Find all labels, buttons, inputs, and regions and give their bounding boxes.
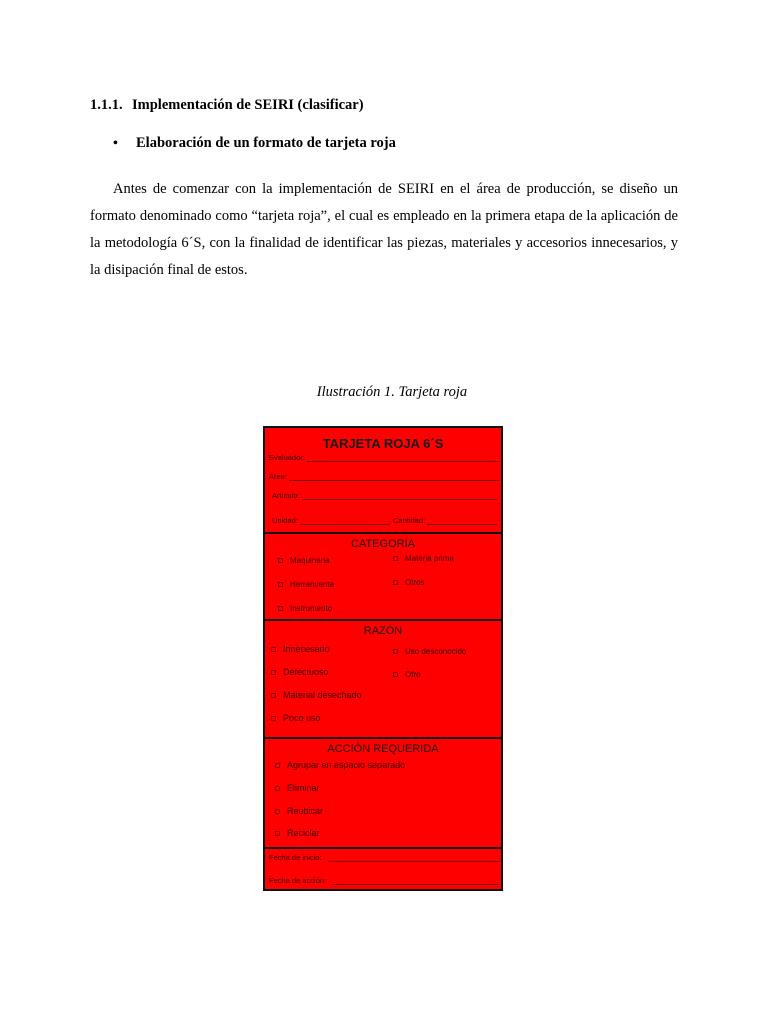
accion-title: ACCIÓN REQUERIDA	[327, 743, 439, 755]
option-instrumento[interactable]: Instrumento	[278, 604, 332, 613]
option-eliminar[interactable]: Eliminar	[275, 783, 320, 793]
section-heading	[90, 97, 364, 114]
checkbox-icon[interactable]	[271, 716, 276, 721]
option-maquinaria[interactable]: Maquinaria	[278, 556, 330, 565]
body-paragraph	[90, 176, 678, 284]
checkbox-icon[interactable]	[278, 606, 283, 611]
option-otro[interactable]: Otro	[393, 670, 421, 679]
checkbox-icon[interactable]	[393, 556, 398, 561]
section-number: 1.1.1.	[90, 97, 123, 113]
checkbox-icon[interactable]	[275, 809, 280, 814]
checkbox-icon[interactable]	[271, 693, 276, 698]
section-title: Implementación de SEIRI (clasificar)	[132, 97, 364, 113]
cantidad-field	[393, 516, 497, 525]
paragraph-text: Antes de comenzar con la implementación de SEIRI en el área de producción, se diseño un formato denominado como “tarjeta roja”, el cual es empleado en la primera etapa de la aplicación de la metodología 6´S, con la finalidad de identificar las piezas, materiales y accesorios innecesarios, y la disipación final de estos.	[90, 181, 678, 278]
unidad-field	[272, 516, 390, 525]
checkbox-icon[interactable]	[275, 786, 280, 791]
bullet-icon: •	[113, 136, 118, 151]
option-materia-prima[interactable]: Materia prima	[393, 554, 454, 563]
fecha-inicio-field	[269, 853, 499, 862]
option-otros[interactable]: Otros	[393, 578, 425, 587]
checkbox-icon[interactable]	[278, 582, 283, 587]
card-title: TARJETA ROJA 6´S	[322, 436, 444, 451]
checkbox-icon[interactable]	[393, 672, 398, 677]
evaluador-label: Evaluador:	[269, 453, 305, 462]
razon-title: RAZÓN	[363, 625, 403, 637]
checkbox-icon[interactable]	[393, 580, 398, 585]
option-herramienta[interactable]: Herramienta	[278, 580, 334, 589]
evaluador-field	[269, 453, 499, 462]
categoria-title: CATEGORÍA	[351, 538, 415, 550]
checkbox-icon[interactable]	[393, 649, 398, 654]
option-poco-uso[interactable]: Poco uso	[271, 713, 321, 723]
option-uso-desconocido[interactable]: Uso desconocido	[393, 647, 466, 656]
fecha-accion-label: Fecha de acción:	[269, 876, 327, 885]
articulo-field	[272, 491, 497, 500]
fecha-inicio-label: Fecha de inicio:	[269, 853, 322, 862]
area-field	[269, 472, 499, 481]
bullet-text: Elaboración de un formato de tarjeta roja	[136, 135, 396, 151]
unidad-label: Unidad:	[272, 516, 298, 525]
figure-caption: Ilustración 1. Tarjeta roja	[316, 384, 468, 400]
option-defectuoso[interactable]: Defectuoso	[271, 667, 329, 677]
option-reubicar[interactable]: Reubicar	[275, 806, 323, 816]
checkbox-icon[interactable]	[275, 763, 280, 768]
area-label: Área:	[269, 472, 287, 481]
option-material-desechado[interactable]: Material desechado	[271, 690, 362, 700]
fechas-section	[265, 849, 501, 891]
accion-section	[265, 739, 501, 849]
option-reciclar[interactable]: Reciclar	[275, 828, 320, 838]
checkbox-icon[interactable]	[271, 670, 276, 675]
option-agrupar[interactable]: Agrupar en espacio separado	[275, 760, 405, 770]
fecha-accion-field	[269, 876, 499, 885]
categoria-section	[265, 534, 501, 621]
checkbox-icon[interactable]	[275, 831, 280, 836]
bullet-item	[113, 135, 396, 152]
articulo-label: Artículo:	[272, 491, 300, 500]
red-tag-card	[263, 426, 503, 891]
option-innecesario[interactable]: Innecesario	[271, 644, 330, 654]
card-header-section	[265, 428, 501, 534]
razon-section	[265, 621, 501, 739]
cantidad-label: Cantidad:	[393, 516, 426, 525]
checkbox-icon[interactable]	[278, 558, 283, 563]
checkbox-icon[interactable]	[271, 647, 276, 652]
